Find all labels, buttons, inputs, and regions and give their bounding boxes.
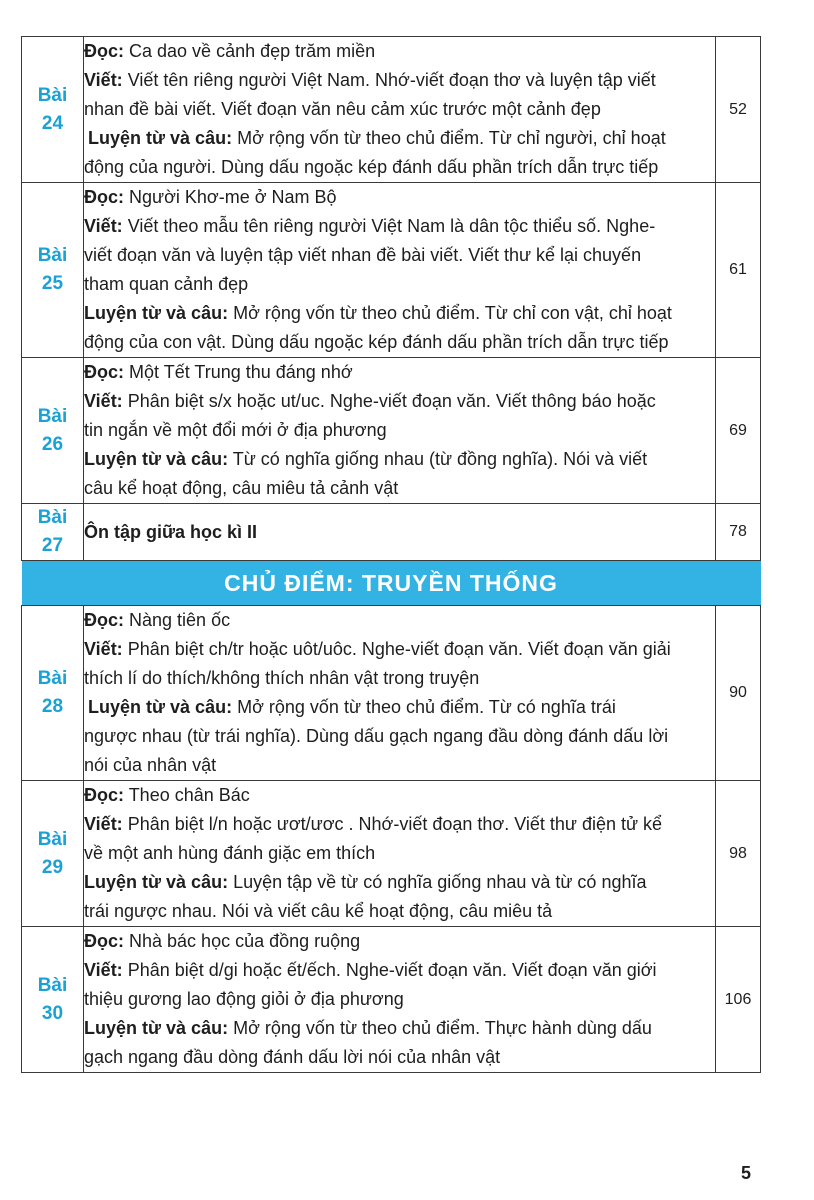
- content-line: [84, 474, 715, 503]
- content-line: [84, 387, 715, 416]
- line-text: Phân biệt l/n hoặc ươt/ươc . Nhớ-viết đoạn thơ. Viết thư điện tử kể: [127, 814, 663, 834]
- content-line: [84, 270, 715, 299]
- lessons-group-before: [22, 37, 761, 504]
- line-text: Viết tên riêng người Việt Nam. Nhớ-viết đoạn thơ và luyện tập viết: [127, 70, 656, 90]
- content-line: [84, 927, 715, 956]
- lesson-number: 25: [41, 273, 64, 294]
- page-cell: 61: [716, 183, 761, 358]
- lesson-cell: [22, 927, 84, 1073]
- line-text: Phân biệt s/x hoặc ut/uc. Nghe-viết đoạn văn. Viết thông báo hoặc: [127, 391, 656, 411]
- content-line: [84, 664, 715, 693]
- content-line: [84, 66, 715, 95]
- content-cell: [84, 183, 716, 358]
- line-text: tin ngắn về một đổi mới ở địa phương: [84, 420, 387, 440]
- lesson-number: 30: [41, 1002, 64, 1024]
- page-cell: 98: [716, 781, 761, 927]
- content-line: [84, 810, 715, 839]
- line-text: trái ngược nhau. Nói và viết câu kể hoạt động, câu miêu tả: [84, 901, 553, 921]
- line-text: gạch ngang đầu dòng đánh dấu lời nói của nhân vật: [84, 1047, 501, 1067]
- line-text: Phân biệt ch/tr hoặc uôt/uôc. Nghe-viết đoạn văn. Viết đoạn văn giải: [127, 639, 671, 659]
- content-line: [84, 956, 715, 985]
- content-cell: [84, 781, 716, 927]
- content-line: [84, 37, 715, 66]
- line-text: Mở rộng vốn từ theo chủ điểm. Từ có nghĩa trái: [237, 697, 616, 717]
- lesson-number: 27: [41, 535, 64, 556]
- line-text: câu kể hoạt động, câu miêu tả cảnh vật: [84, 478, 399, 498]
- review-row: [22, 504, 761, 561]
- page-cell: 106: [716, 927, 761, 1073]
- page-cell: 78: [716, 504, 761, 561]
- content-line: [84, 868, 715, 897]
- content-line: [84, 241, 715, 270]
- line-text: Mở rộng vốn từ theo chủ điểm. Từ chỉ người, chỉ hoạt: [237, 128, 666, 148]
- line-label: Đọc:: [84, 931, 124, 951]
- lesson-cell: [22, 781, 84, 927]
- content-line: [84, 445, 715, 474]
- line-text: thiệu gương lao động giỏi ở địa phương: [84, 989, 404, 1009]
- line-text: về một anh hùng đánh giặc em thích: [84, 843, 376, 863]
- lesson-cell: [22, 606, 84, 781]
- lesson-cell: [22, 504, 84, 561]
- page-cell: 90: [716, 606, 761, 781]
- content-line: [84, 328, 715, 357]
- line-text: ngược nhau (từ trái nghĩa). Dùng dấu gạch ngang đầu dòng đánh dấu lời: [84, 726, 669, 746]
- content-line: [84, 124, 715, 153]
- page-number: 5: [741, 1163, 752, 1183]
- lesson-row: [22, 183, 761, 358]
- line-label: Đọc:: [84, 610, 124, 630]
- lesson-word: Bài: [37, 974, 68, 996]
- theme-banner-row: [22, 561, 761, 606]
- lesson-row: [22, 927, 761, 1073]
- line-label: Viết:: [84, 216, 123, 236]
- line-label: Luyện từ và câu:: [88, 128, 233, 148]
- table-of-contents: [21, 36, 761, 1073]
- line-label: Luyện từ và câu:: [84, 872, 229, 892]
- review-group: [22, 504, 761, 606]
- line-text: viết đoạn văn và luyện tập viết nhan đề bài viết. Viết thư kể lại chuyến: [84, 245, 642, 265]
- lesson-word: Bài: [37, 84, 68, 106]
- content-line: [84, 693, 715, 722]
- lesson-row: [22, 358, 761, 504]
- content-cell: [84, 504, 716, 561]
- line-label: Viết:: [84, 814, 123, 834]
- line-text: Một Tết Trung thu đáng nhớ: [129, 362, 353, 382]
- content-cell: [84, 358, 716, 504]
- lesson-word: Bài: [37, 245, 68, 266]
- lesson-word: Bài: [37, 828, 68, 850]
- content-cell: [84, 37, 716, 183]
- content-line: [84, 212, 715, 241]
- line-text: Mở rộng vốn từ theo chủ điểm. Thực hành dùng dấu: [233, 1018, 652, 1038]
- lesson-number: 29: [41, 856, 64, 878]
- theme-banner: CHỦ ĐIỂM: TRUYỀN THỐNG: [22, 561, 761, 606]
- line-label: Luyện từ và câu:: [88, 697, 233, 717]
- content-line: [84, 416, 715, 445]
- line-text: Theo chân Bác: [128, 785, 250, 805]
- line-text: Người Khơ-me ở Nam Bộ: [129, 187, 337, 207]
- content-line: [84, 358, 715, 387]
- line-text: động của con vật. Dùng dấu ngoặc kép đánh dấu phần trích dẫn trực tiếp: [84, 332, 669, 352]
- line-text: Luyện tập về từ có nghĩa giống nhau và từ có nghĩa: [233, 872, 647, 892]
- content-line: [84, 153, 715, 182]
- content-line: [84, 781, 715, 810]
- page-cell: 69: [716, 358, 761, 504]
- line-label: Đọc:: [84, 187, 124, 207]
- line-text: thích lí do thích/không thích nhân vật trong truyện: [84, 668, 480, 688]
- line-text: Ca dao về cảnh đẹp trăm miền: [129, 41, 376, 61]
- line-text: Nàng tiên ốc: [129, 610, 231, 630]
- lesson-word: Bài: [37, 668, 68, 689]
- content-cell: [84, 606, 716, 781]
- line-label: Đọc:: [84, 41, 124, 61]
- lesson-number: 24: [41, 112, 64, 134]
- line-label: Viết:: [84, 391, 123, 411]
- content-line: [84, 985, 715, 1014]
- lesson-cell: [22, 183, 84, 358]
- line-text: nói của nhân vật: [84, 755, 217, 775]
- line-text: nhan đề bài viết. Viết đoạn văn nêu cảm xúc trước một cảnh đẹp: [84, 99, 601, 119]
- lesson-number: 28: [41, 696, 64, 717]
- content-line: [84, 722, 715, 751]
- line-text: Viết theo mẫu tên riêng người Việt Nam là dân tộc thiểu số. Nghe-: [127, 216, 656, 236]
- content-line: [84, 299, 715, 328]
- content-line: [84, 1014, 715, 1043]
- line-label: Viết:: [84, 960, 123, 980]
- lessons-group-after: [22, 606, 761, 1073]
- line-label: Luyện từ và câu:: [84, 303, 229, 323]
- content-line: [84, 95, 715, 124]
- line-label: Đọc:: [84, 362, 124, 382]
- page-cell: 52: [716, 37, 761, 183]
- line-label: Luyện từ và câu:: [84, 1018, 229, 1038]
- line-text: Từ có nghĩa giống nhau (từ đồng nghĩa). Nói và viết: [232, 449, 648, 469]
- content-line: [84, 606, 715, 635]
- content-cell: [84, 927, 716, 1073]
- line-label: Luyện từ và câu:: [84, 449, 229, 469]
- content-line: [84, 897, 715, 926]
- content-line: [84, 751, 715, 780]
- lesson-word: Bài: [37, 507, 68, 528]
- lesson-number: 26: [41, 433, 64, 455]
- lesson-row: [22, 606, 761, 781]
- line-label: Viết:: [84, 639, 123, 659]
- line-text: Nhà bác học của đồng ruộng: [129, 931, 361, 951]
- line-text: tham quan cảnh đẹp: [84, 274, 249, 294]
- line-text: Mở rộng vốn từ theo chủ điểm. Từ chỉ con vật, chỉ hoạt: [233, 303, 672, 323]
- review-title: Ôn tập giữa học kì II: [84, 521, 258, 542]
- line-text: động của người. Dùng dấu ngoặc kép đánh dấu phần trích dẫn trực tiếp: [84, 157, 659, 177]
- content-line: [84, 1043, 715, 1072]
- lesson-row: [22, 37, 761, 183]
- lesson-cell: [22, 37, 84, 183]
- line-text: Phân biệt d/gi hoặc ết/ếch. Nghe-viết đoạn văn. Viết đoạn văn giới: [127, 960, 657, 980]
- line-label: Đọc:: [84, 785, 124, 805]
- lesson-word: Bài: [37, 405, 68, 427]
- content-line: [84, 635, 715, 664]
- content-line: [84, 839, 715, 868]
- content-line: [84, 183, 715, 212]
- lesson-cell: [22, 358, 84, 504]
- lesson-row: [22, 781, 761, 927]
- line-label: Viết:: [84, 70, 123, 90]
